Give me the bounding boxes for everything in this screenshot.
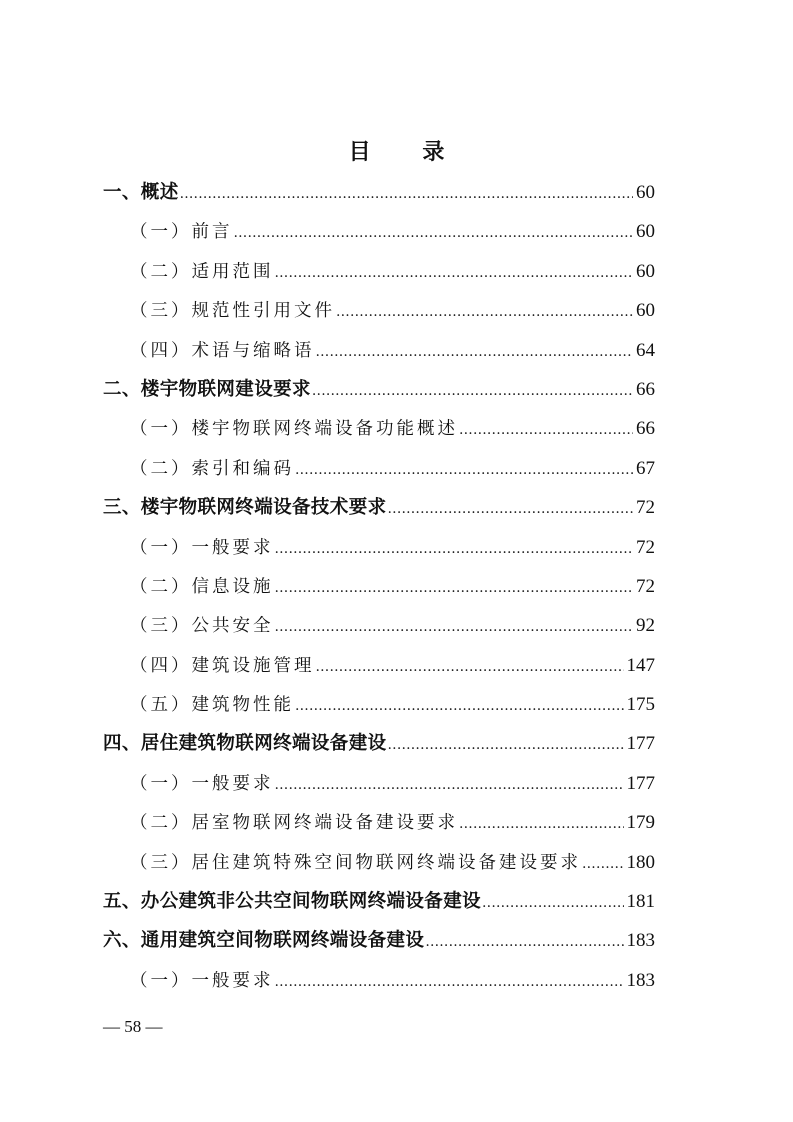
- toc-dot-leader: [312, 372, 633, 411]
- toc-entry-title: （一）一般要求: [130, 537, 274, 558]
- toc-subsection-entry[interactable]: [103, 528, 655, 567]
- toc-entry-title: （三）规范性引用文件: [130, 301, 335, 322]
- toc-subsection-entry[interactable]: [103, 331, 655, 370]
- toc-dot-leader: [582, 845, 624, 884]
- toc-subsection-entry[interactable]: [103, 567, 655, 606]
- toc-page-number: 147: [626, 654, 655, 676]
- toc-entry-title: 一、概述: [103, 182, 179, 203]
- toc-dot-leader: [295, 451, 633, 490]
- toc-page-number: 66: [636, 378, 655, 400]
- toc-dot-leader: [234, 214, 634, 253]
- toc-page-number: 177: [626, 733, 655, 755]
- toc-subsection-entry[interactable]: [103, 646, 655, 685]
- toc-entry-title: （一）前言: [130, 222, 233, 243]
- toc-dot-leader: [316, 333, 634, 372]
- toc-entry-title: 三、楼宇物联网终端设备技术要求: [103, 497, 387, 519]
- toc-page-number: 72: [636, 536, 655, 558]
- toc-page-number: 60: [636, 260, 655, 282]
- toc-page-number: 181: [626, 891, 655, 913]
- toc-entry-title: （二）适用范围: [130, 261, 274, 282]
- footer-page-number: — 58 —: [103, 1017, 163, 1036]
- toc-page-number: 60: [636, 300, 655, 322]
- toc-page-number: 175: [626, 694, 655, 716]
- toc-dot-leader: [295, 687, 624, 726]
- toc-dot-leader: [336, 293, 633, 332]
- toc-dot-leader: [482, 884, 623, 923]
- toc-dot-leader: [275, 963, 624, 1002]
- page-title: 目 录: [348, 140, 467, 165]
- toc-entry-title: （五）建筑物性能: [130, 695, 294, 716]
- toc-dot-leader: [459, 411, 633, 450]
- toc-entry-title: 四、居住建筑物联网终端设备建设: [103, 733, 387, 755]
- toc-entry-title: 二、楼宇物联网建设要求: [103, 378, 311, 400]
- toc-dot-leader: [275, 530, 634, 569]
- toc-subsection-entry[interactable]: [103, 606, 655, 645]
- toc-section-entry[interactable]: [103, 370, 655, 409]
- toc-entry-title: （二）信息设施: [130, 576, 274, 597]
- toc-subsection-entry[interactable]: [103, 449, 655, 488]
- toc-dot-leader: [388, 490, 633, 529]
- toc-page-number: 64: [636, 339, 655, 361]
- toc-subsection-entry[interactable]: [103, 252, 655, 291]
- toc-dot-leader: [316, 648, 624, 687]
- toc-entry-title: （一）楼宇物联网终端设备功能概述: [130, 419, 458, 440]
- toc-dot-leader: [275, 569, 634, 608]
- toc-entry-title: （三）公共安全: [130, 616, 274, 637]
- toc-page-number: 60: [636, 221, 655, 243]
- toc-dot-leader: [275, 608, 634, 647]
- toc-subsection-entry[interactable]: [103, 212, 655, 251]
- toc-entry-title: （一）一般要求: [130, 773, 274, 794]
- toc-page-number: 66: [636, 418, 655, 440]
- toc-section-entry[interactable]: [103, 724, 655, 763]
- toc-entry-title: （四）术语与缩略语: [130, 340, 315, 361]
- toc-subsection-entry[interactable]: [103, 764, 655, 803]
- toc-page-number: 60: [636, 182, 655, 203]
- toc-dot-leader: [275, 766, 624, 805]
- toc-entry-title: 五、办公建筑非公共空间物联网终端设备建设: [103, 891, 482, 913]
- toc-entry-title: （一）一般要求: [130, 970, 274, 991]
- toc-entry-title: （二）居室物联网终端设备建设要求: [130, 813, 458, 834]
- toc-page-number: 72: [636, 497, 655, 519]
- toc-subsection-entry[interactable]: [103, 291, 655, 330]
- toc-entry-title: （四）建筑设施管理: [130, 655, 315, 676]
- toc-page-number: 183: [626, 969, 655, 991]
- toc-subsection-entry[interactable]: [103, 409, 655, 448]
- toc-dot-leader: [425, 923, 623, 962]
- toc-subsection-entry[interactable]: [103, 843, 655, 882]
- table-of-contents: [103, 173, 655, 1000]
- toc-section-entry[interactable]: [103, 173, 655, 212]
- toc-section-entry[interactable]: [103, 921, 655, 960]
- toc-dot-leader: [459, 805, 624, 844]
- toc-page-number: 92: [636, 615, 655, 637]
- toc-subsection-entry[interactable]: [103, 961, 655, 1000]
- toc-subsection-entry[interactable]: [103, 685, 655, 724]
- toc-page-number: 180: [626, 851, 655, 873]
- toc-page-number: 179: [626, 812, 655, 834]
- toc-page-number: 183: [626, 930, 655, 952]
- toc-section-entry[interactable]: [103, 488, 655, 527]
- toc-entry-title: （三）居住建筑特殊空间物联网终端设备建设要求: [130, 852, 581, 873]
- toc-page-number: 72: [636, 575, 655, 597]
- toc-subsection-entry[interactable]: [103, 803, 655, 842]
- toc-section-entry[interactable]: [103, 882, 655, 921]
- toc-entry-title: （二）索引和编码: [130, 458, 294, 479]
- toc-dot-leader: [388, 726, 624, 765]
- toc-entry-title: 六、通用建筑空间物联网终端设备建设: [103, 930, 425, 952]
- toc-dot-leader: [180, 175, 633, 214]
- toc-page-number: 67: [636, 457, 655, 479]
- toc-dot-leader: [275, 254, 634, 293]
- toc-page-number: 177: [626, 772, 655, 794]
